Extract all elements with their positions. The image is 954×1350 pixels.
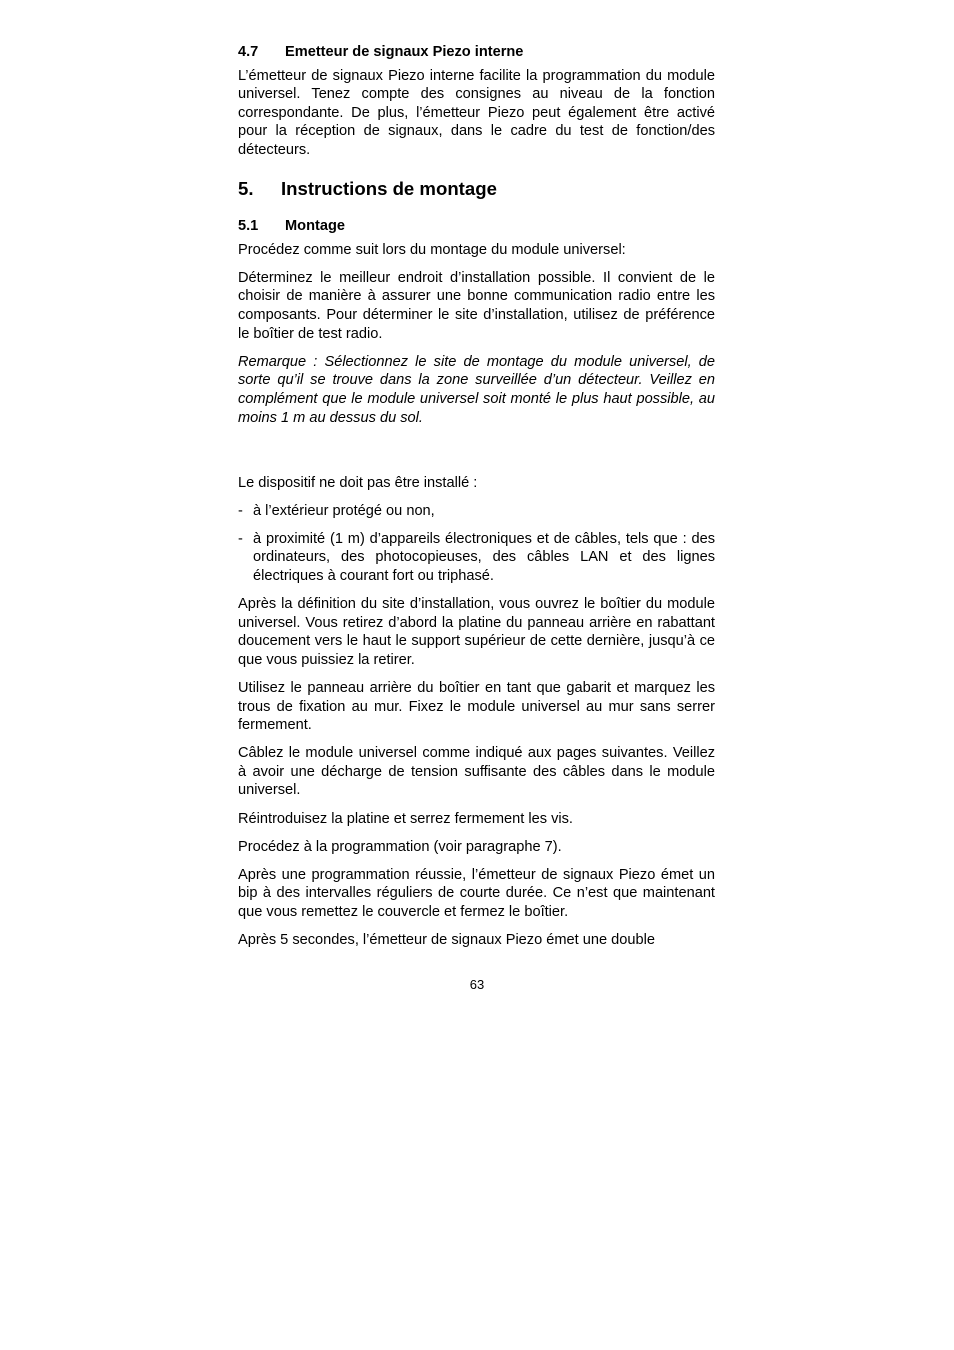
heading-number: 4.7 [238,44,259,60]
paragraph-reinsert: Réintroduisez la platine et serrez fermement les vis. [238,810,573,827]
page-content [238,43,715,959]
paragraph-remark: Remarque : Sélectionnez le site de montage du module universel, de sorte qu’il se trouve dans la zone surveillée d’un détecteur. Veillez en complément que le module universel soit monté le plus haut possible, au moins 1 m au dessus du sol. [238,353,715,426]
heading-title: Instructions de montage [281,177,497,199]
list-dash: - [238,502,243,519]
list-dash: - [238,530,243,547]
heading-title: Emetteur de signaux Piezo interne [285,44,524,60]
list-text: à proximité (1 m) d’appareils électroniques et de câbles, tels que : des ordinateurs, des photocopieuses, des câbles LAN et des lignes électriques à courant fort ou triphasé. [253,530,715,584]
paragraph-location: Déterminez le meilleur endroit d’installation possible. Il convient de le choisir de manière à assurer une bonne communication radio entre les composants. Pour déterminer le site d’installation, utilisez de préférence le boîtier de test radio. [238,269,715,342]
list-item [238,530,715,586]
heading-number: 5.1 [238,218,259,235]
heading-number: 5. [238,177,254,199]
heading-title: Montage [285,218,345,235]
paragraph-after-5-seconds: Après 5 secondes, l’émetteur de signaux Piezo émet une double [238,931,655,948]
paragraph-programming: Procédez à la programmation (voir paragraphe 7). [238,838,562,855]
paragraph-wiring: Câblez le module universel comme indiqué aux pages suivantes. Veillez à avoir une décharge de tension suffisante des câbles dans le module universel. [238,745,715,799]
heading-5 [238,177,715,199]
page-number: 63 [469,977,485,992]
list-text: à l’extérieur protégé ou non, [253,502,435,519]
paragraph-after-programming: Après une programmation réussie, l’émetteur de signaux Piezo émet un bip à des intervalles réguliers de courte durée. Ce n’est que maintenant que vous remettez le couvercle et fermez le boîtier. [238,866,715,920]
paragraph-template: Utilisez le panneau arrière du boîtier en tant que gabarit et marquez les trous de fixation au mur. Fixez le module universel au mur sans serrer fermement. [238,679,715,734]
spacer [238,437,715,474]
paragraph-intro: Procédez comme suit lors du montage du module universel: [238,241,626,258]
paragraph-piezo: L’émetteur de signaux Piezo interne facilite la programmation du module universel. Tenez compte des consignes au niveau de la fonction correspondante. De plus, l’émetteur Piezo peut également être activé pour la réception de signaux, dans le cadre du test de fonction/des détecteurs. [238,67,715,158]
paragraph-open-housing: Après la définition du site d’installation, vous ouvrez le boîtier du module universel. Vous retirez d’abord la platine du panneau arrière en rabattant doucement vers le haut le support supérieur de cette dernière, jusqu’à ce que vous puissiez la retirer. [238,596,715,668]
heading-4-7 [238,43,715,62]
heading-5-1 [238,217,715,236]
list-item [238,502,715,521]
paragraph-not-installed: Le dispositif ne doit pas être installé : [238,474,478,491]
